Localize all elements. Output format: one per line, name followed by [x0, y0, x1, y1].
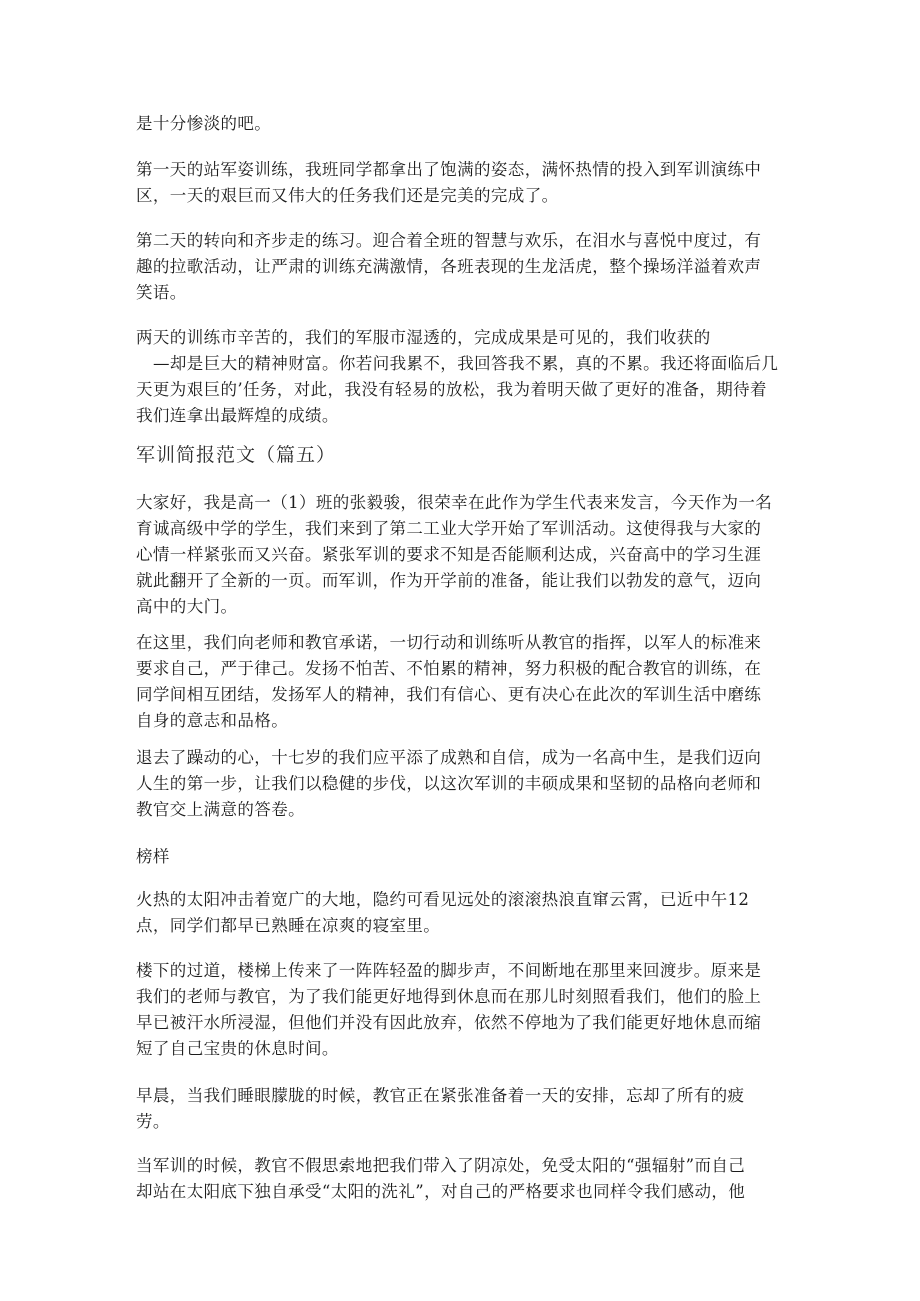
- text-line: 心情一样紧张而又兴奋。紧张军训的要求不知是否能顺利达成，兴奋高中的学习生涯: [136, 545, 762, 564]
- text-line: 第二天的转向和齐步走的练习。迎合着全班的智慧与欢乐，在泪水与喜悦中度过，有: [136, 231, 762, 250]
- text-line: 火热的太阳冲击着宽广的大地，隐约可看见远处的滚滚热浪直窜云霄，已近中午12: [136, 890, 750, 909]
- text-line: 天更为艰巨的’任务，对此，我没有轻易的放松，我为着明天做了更好的准备，期待着: [136, 380, 767, 399]
- text-line: 我们的老师与教官，为了我们能更好地得到休息而在那儿时刻照看我们，他们的脸上: [136, 987, 762, 1006]
- text-line: 教官交上满意的答卷。: [136, 800, 305, 819]
- section-heading: 军训简报范文（篇五）: [136, 444, 337, 466]
- text-line: 点，同学们都早已熟睡在凉爽的寝室里。: [136, 916, 441, 935]
- text-line: —却是巨大的精神财富。你若问我累不，我回答我不累，真的不累。我还将面临后几: [153, 354, 779, 373]
- text-line: 我们连拿出最辉煌的成绩。: [136, 406, 339, 425]
- text-line: 趣的拉歌活动，让严肃的训练充满激情，各班表现的生龙活虎，整个操场洋溢着欢声: [136, 257, 762, 276]
- subheading-line: 榜样: [136, 847, 170, 866]
- text-line: 自身的意志和品格。: [136, 711, 289, 730]
- text-line: 是十分惨淡的吧。: [136, 114, 272, 133]
- text-line: 劳。: [136, 1112, 170, 1131]
- text-line: 高中的大门。: [136, 597, 238, 616]
- text-line: 退去了躁动的心，十七岁的我们应平添了成熟和自信，成为一名高中生，是我们迈向: [136, 748, 762, 767]
- text-line: 当军训的时候，教官不假思索地把我们带入了阴凉处，免受太阳的“强辐射”而自己: [136, 1156, 746, 1175]
- text-line: 早已被汗水所浸湿，但他们并没有因此放弃，依然不停地为了我们能更好地休息而缩: [136, 1013, 762, 1032]
- text-line: 大家好，我是高一（1）班的张毅骏，很荣幸在此作为学生代表来发言，今天作为一名: [136, 493, 773, 512]
- text-line: 笑语。: [136, 283, 187, 302]
- text-line: 人生的第一步，让我们以稳健的步伐，以这次军训的丰硕成果和坚韧的品格向老师和: [136, 774, 762, 793]
- text-line: 要求自己，严于律己。发扬不怕苦、不怕累的精神，努力积极的配合教官的训练，在: [136, 659, 762, 678]
- text-line: 就此翻开了全新的一页。而军训，作为开学前的准备，能让我们以勃发的意气，迈向: [136, 571, 762, 590]
- text-line: 短了自己宝贵的休息时间。: [136, 1039, 339, 1058]
- text-line: 楼下的过道，楼梯上传来了一阵阵轻盈的脚步声，不间断地在那里来回渡步。原来是: [136, 961, 762, 980]
- text-line: 在这里，我们向老师和教官承诺，一切行动和训练听从教官的指挥，以军人的标准来: [136, 633, 762, 652]
- text-line: 区，一天的艰巨而又伟大的任务我们还是完美的完成了。: [136, 186, 559, 205]
- text-line: 早晨，当我们睡眼朦胧的时候，教官正在紧张准备着一天的安排，忘却了所有的疲: [136, 1086, 745, 1105]
- text-line: 两天的训练市辛苦的，我们的军服市湿透的，完成成果是可见的，我们收获的: [136, 328, 711, 347]
- text-line: 却站在太阳底下独自承受“太阳的洗礼”，对自己的严格要求也同样令我们感动，他: [136, 1182, 746, 1201]
- text-line: 第一天的站军姿训练，我班同学都拿出了饱满的姿态，满怀热情的投入到军训演练中: [136, 160, 762, 179]
- text-line: 同学间相互团结，发扬军人的精神，我们有信心、更有决心在此次的军训生活中磨练: [136, 685, 762, 704]
- text-line: 育诚高级中学的学生，我们来到了第二工业大学开始了军训活动。这使得我与大家的: [136, 519, 762, 538]
